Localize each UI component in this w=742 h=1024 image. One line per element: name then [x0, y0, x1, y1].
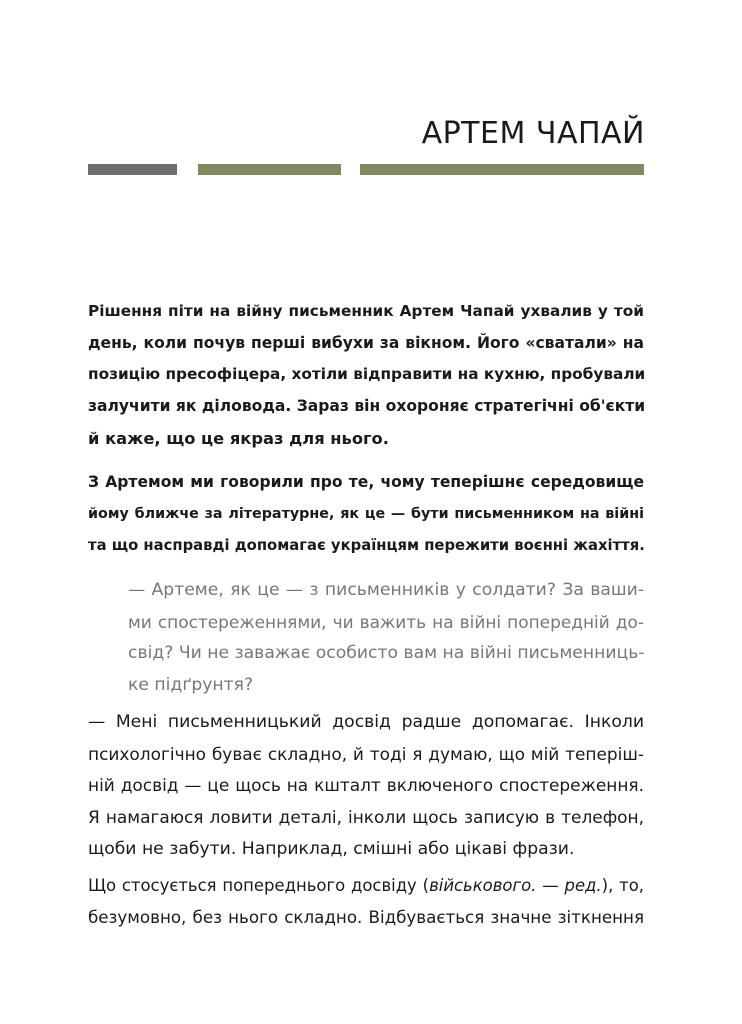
text-line: З Артемом ми говорили про те, чому теперішнє середовище [88, 473, 644, 491]
decorative-bar-olive-short [198, 164, 341, 175]
text-line: — Артеме, як це — з письменників у солдати? За ваши- [128, 580, 644, 600]
text-line: свід? Чи не заважає особисто вам на війні письменниць- [128, 643, 645, 664]
text-line: залучити як діловода. Зараз він охороняє стратегічні об'єкти [88, 397, 646, 416]
answer-paragraph-1 [88, 707, 644, 866]
text-line: щоби не забути. Наприклад, смішні або цікаві фрази. [88, 838, 575, 859]
intro-paragraph-1 [88, 296, 644, 455]
text-line: позицію пресофіцера, хотіли відправити на кухню, пробували [88, 365, 646, 384]
text-segment: Що стосується попереднього досвіду ( [88, 876, 430, 895]
text-line: ке підґрунтя? [128, 675, 254, 696]
author-title: АРТЕМ ЧАПАЙ [421, 116, 645, 151]
text-line: Я намагаюся ловити деталі, інколи щось записую в телефон, [88, 807, 644, 828]
intro-paragraph-2 [88, 467, 644, 562]
text-line: ми спостереженнями, чи важить на війні попередній до- [128, 611, 644, 632]
decorative-bar-gray [88, 164, 177, 175]
interview-question [128, 575, 644, 702]
text-line: — Мені письменницький досвід радше допомагає. Інколи [88, 712, 644, 732]
text-segment: ), то, [601, 876, 644, 895]
text-line: ній досвід — це щось на кшталт включеного спостереження. [88, 775, 644, 796]
text-line: безумовно, без нього складно. Відбувається значне зіткнення [88, 906, 644, 927]
text-line [88, 870, 644, 902]
text-line: йому ближче за літературне, як це — бути письменником на війні [88, 505, 644, 522]
text-line: й каже, що це якраз для нього. [88, 428, 389, 448]
text-line: психологічно буває складно, й тоді я думаю, що мій теперіш- [88, 743, 644, 764]
decorative-bar-olive-long [360, 164, 644, 175]
text-line: та що насправді допомагає українцям пережити воєнні жахіття. [88, 537, 645, 555]
text-line: Рішення піти на війну письменник Артем Чапай ухвалив у той [88, 302, 644, 320]
text-line: день, коли почув перші вибухи за вікном. Його «сватали» на [88, 333, 644, 352]
answer-paragraph-2 [88, 870, 644, 933]
editor-note: військового. — ред. [429, 876, 602, 895]
